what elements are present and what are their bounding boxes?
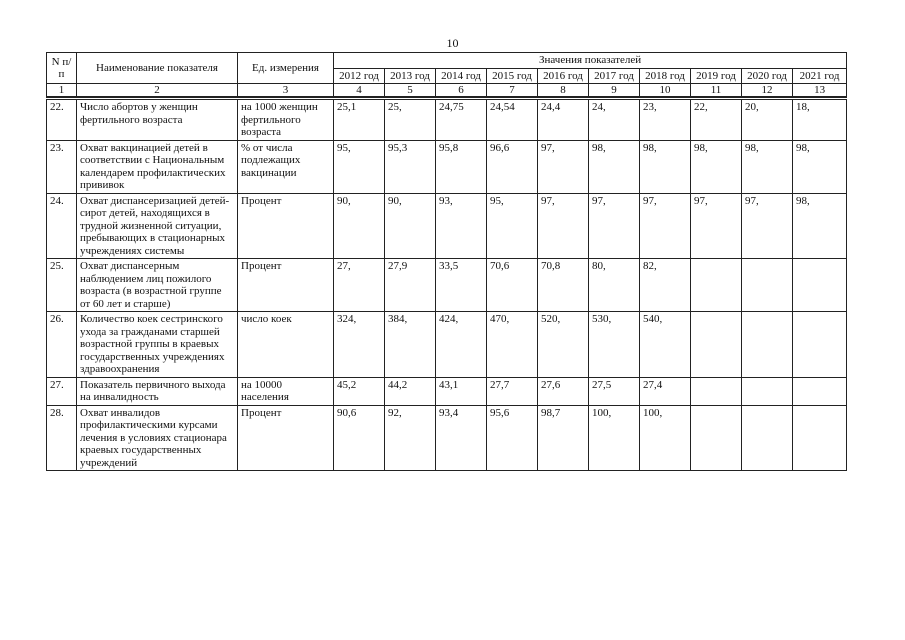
row-number: 23. [47,140,77,193]
value-cell [793,259,847,312]
value-cell: 324, [334,312,385,378]
column-header-name: Наименование показателя [77,53,238,84]
column-number: 1 [47,84,77,97]
value-cell: 540, [640,312,691,378]
unit-of-measure: % от числа подлежащих вакцинации [238,140,334,193]
value-cell [691,312,742,378]
year-header: 2016 год [538,68,589,84]
table-row [47,193,847,259]
column-number: 9 [589,84,640,97]
value-cell: 27,4 [640,377,691,405]
value-cell: 24,75 [436,99,487,141]
value-cell: 27,6 [538,377,589,405]
year-header: 2021 год [793,68,847,84]
row-number: 26. [47,312,77,378]
row-number: 28. [47,405,77,471]
value-cell: 70,6 [487,259,538,312]
value-cell: 24,54 [487,99,538,141]
year-header: 2013 год [385,68,436,84]
value-cell: 98, [589,140,640,193]
column-number: 5 [385,84,436,97]
page-number: 10 [446,36,459,50]
value-cell: 27,7 [487,377,538,405]
unit-of-measure: Процент [238,405,334,471]
value-cell: 97, [640,193,691,259]
table-row [47,259,847,312]
value-cell: 20, [742,99,793,141]
value-cell: 95,6 [487,405,538,471]
value-cell: 90, [385,193,436,259]
value-cell [691,405,742,471]
value-cell: 27,9 [385,259,436,312]
value-cell [742,312,793,378]
value-cell: 22, [691,99,742,141]
unit-of-measure: на 1000 женщин фертильного возраста [238,99,334,141]
row-number: 22. [47,99,77,141]
value-cell: 95, [487,193,538,259]
value-cell: 384, [385,312,436,378]
value-cell: 45,2 [334,377,385,405]
value-cell: 43,1 [436,377,487,405]
value-cell: 98, [691,140,742,193]
value-cell: 24,4 [538,99,589,141]
value-cell: 25,1 [334,99,385,141]
value-cell: 98,7 [538,405,589,471]
value-cell: 23, [640,99,691,141]
year-header: 2020 год [742,68,793,84]
value-cell [793,377,847,405]
year-header: 2015 год [487,68,538,84]
indicators-table [46,52,847,471]
value-cell: 82, [640,259,691,312]
unit-of-measure: Процент [238,259,334,312]
column-number-row [47,84,847,97]
indicator-name: Показатель первичного выхода на инвалидность [77,377,238,405]
value-cell: 18, [793,99,847,141]
table-row [47,377,847,405]
year-header: 2017 год [589,68,640,84]
column-number: 2 [77,84,238,97]
column-number: 3 [238,84,334,97]
value-cell: 98, [793,140,847,193]
row-number: 24. [47,193,77,259]
value-cell: 80, [589,259,640,312]
unit-of-measure: на 10000 населения [238,377,334,405]
value-cell: 93, [436,193,487,259]
column-header-unit: Ед. измерения [238,53,334,84]
value-cell: 93,4 [436,405,487,471]
year-header: 2019 год [691,68,742,84]
value-cell [793,312,847,378]
table-row [47,99,847,141]
value-cell: 98, [640,140,691,193]
year-header: 2018 год [640,68,691,84]
column-header-values: Значения показателей [334,53,847,69]
value-cell: 24, [589,99,640,141]
value-cell: 90, [334,193,385,259]
indicator-name: Количество коек сестринского ухода за гражданами старшей возрастной группы в краевых государственных учреждениях здравоохранения [77,312,238,378]
unit-of-measure: число коек [238,312,334,378]
row-number: 27. [47,377,77,405]
header-row [47,53,847,69]
value-cell [742,377,793,405]
value-cell: 33,5 [436,259,487,312]
value-cell: 95,3 [385,140,436,193]
column-number: 7 [487,84,538,97]
value-cell: 100, [589,405,640,471]
year-header: 2014 год [436,68,487,84]
value-cell [742,259,793,312]
value-cell: 44,2 [385,377,436,405]
value-cell: 95,8 [436,140,487,193]
column-number: 12 [742,84,793,97]
value-cell: 97, [538,193,589,259]
value-cell: 90,6 [334,405,385,471]
value-cell [742,405,793,471]
column-number: 13 [793,84,847,97]
value-cell: 424, [436,312,487,378]
value-cell: 96,6 [487,140,538,193]
value-cell: 92, [385,405,436,471]
value-cell: 470, [487,312,538,378]
value-cell [793,405,847,471]
indicator-name: Охват диспансерным наблюдением лиц пожилого возраста (в возрастной группе от 60 лет и старше) [77,259,238,312]
column-number: 4 [334,84,385,97]
indicator-name: Охват диспансеризацией детей-сирот детей, находящихся в трудной жизненной ситуации, пребывающих в стационарных учреждениях системы [77,193,238,259]
value-cell: 27, [334,259,385,312]
value-cell: 27,5 [589,377,640,405]
table-row [47,140,847,193]
value-cell: 97, [742,193,793,259]
value-cell: 97, [538,140,589,193]
value-cell [691,377,742,405]
indicator-name: Число абортов у женщин фертильного возраста [77,99,238,141]
value-cell: 520, [538,312,589,378]
value-cell: 97, [589,193,640,259]
value-cell: 70,8 [538,259,589,312]
table-row [47,312,847,378]
column-number: 8 [538,84,589,97]
value-cell: 98, [742,140,793,193]
column-number: 10 [640,84,691,97]
value-cell: 25, [385,99,436,141]
column-number: 6 [436,84,487,97]
column-header-number: N п/п [47,53,77,84]
unit-of-measure: Процент [238,193,334,259]
value-cell: 95, [334,140,385,193]
value-cell: 100, [640,405,691,471]
table-body [47,97,847,471]
column-number: 11 [691,84,742,97]
value-cell: 97, [691,193,742,259]
table-row [47,405,847,471]
indicator-name: Охват вакцинацией детей в соответствии с Национальным календарем профилактических прививок [77,140,238,193]
year-header: 2012 год [334,68,385,84]
indicator-name: Охват инвалидов профилактическими курсами лечения в условиях стационара краевых государственных учреждений [77,405,238,471]
value-cell: 530, [589,312,640,378]
value-cell: 98, [793,193,847,259]
row-number: 25. [47,259,77,312]
value-cell [691,259,742,312]
